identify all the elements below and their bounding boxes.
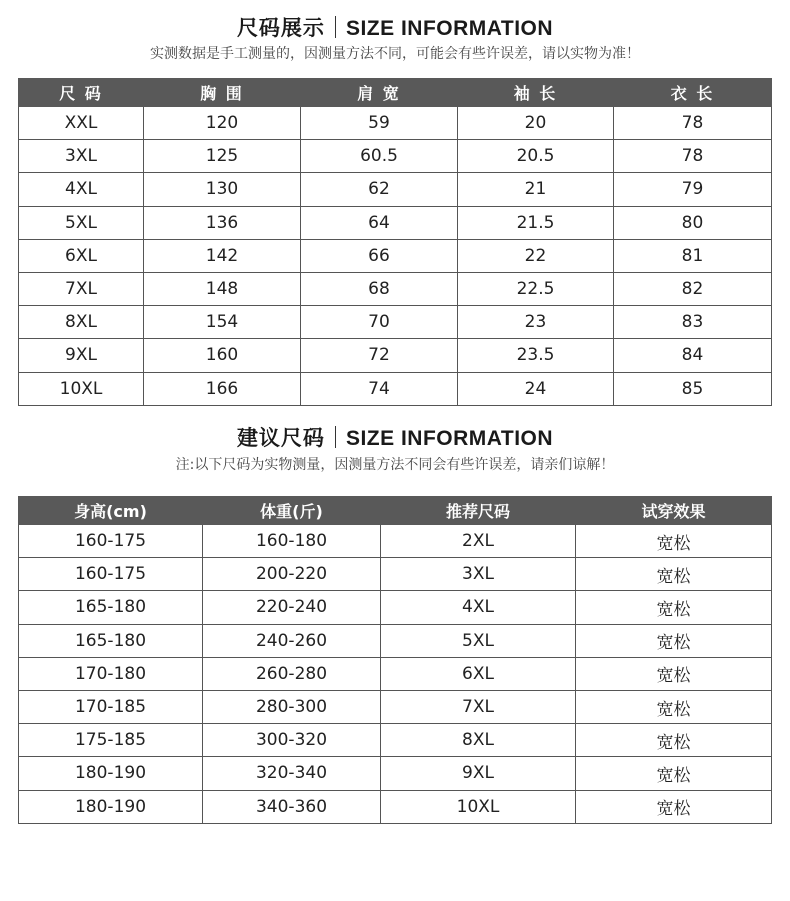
table-cell: 21.5 (458, 206, 614, 239)
table-cell: 240-260 (203, 624, 381, 657)
table-cell: 81 (614, 239, 772, 272)
table-row (19, 690, 772, 723)
table-cell: 8XL (381, 724, 576, 757)
section1-subtitle: 实测数据是手工测量的，因测量方法不同，可能会有些许误差，请以实物为准！ (150, 46, 640, 62)
table-cell: 宽松 (576, 790, 772, 823)
table-cell: 72 (301, 339, 458, 372)
table-cell: 83 (614, 306, 772, 339)
table-cell: 宽松 (576, 724, 772, 757)
size-recommendation-table (18, 496, 772, 824)
table-cell: 宽松 (576, 591, 772, 624)
table-cell: 3XL (19, 140, 144, 173)
table-cell: 166 (144, 372, 301, 405)
table-cell: 142 (144, 239, 301, 272)
table-row (19, 591, 772, 624)
table-cell: 84 (614, 339, 772, 372)
table-row (19, 107, 772, 140)
header-recommended-size: 推荐尺码 (381, 497, 576, 525)
table-cell: 220-240 (203, 591, 381, 624)
table-cell: 175-185 (19, 724, 203, 757)
table-cell: 78 (614, 140, 772, 173)
header-sleeve: 袖 长 (458, 79, 614, 107)
size-chart-table (18, 78, 772, 406)
section1-title-cn: 尺码展示 (236, 16, 325, 40)
table-cell: 7XL (381, 690, 576, 723)
table-cell: 85 (614, 372, 772, 405)
table-cell: 300-320 (203, 724, 381, 757)
table-cell: 160-175 (19, 525, 203, 558)
section2-title (0, 425, 790, 452)
table-cell: 64 (301, 206, 458, 239)
title-divider (335, 426, 336, 448)
table-cell: 160-175 (19, 558, 203, 591)
header-chest: 胸 围 (144, 79, 301, 107)
table-cell: 280-300 (203, 690, 381, 723)
table-cell: 24 (458, 372, 614, 405)
table-row (19, 525, 772, 558)
title-divider (335, 16, 336, 38)
header-length: 衣 长 (614, 79, 772, 107)
table-cell: 160-180 (203, 525, 381, 558)
table-cell: 170-180 (19, 657, 203, 690)
table-cell: 170-185 (19, 690, 203, 723)
table-row (19, 140, 772, 173)
table-cell: 62 (301, 173, 458, 206)
table-cell: 66 (301, 239, 458, 272)
section1-title (0, 15, 790, 42)
table-cell: 340-360 (203, 790, 381, 823)
table-cell: 130 (144, 173, 301, 206)
header-size: 尺 码 (19, 79, 144, 107)
table-cell: 宽松 (576, 690, 772, 723)
table-row (19, 624, 772, 657)
table-cell: 160 (144, 339, 301, 372)
table-cell: 22.5 (458, 272, 614, 305)
table-row (19, 757, 772, 790)
table-row (19, 372, 772, 405)
table-cell: 宽松 (576, 757, 772, 790)
table-cell: 165-180 (19, 624, 203, 657)
table-cell: 20 (458, 107, 614, 140)
table-row (19, 272, 772, 305)
table-row (19, 306, 772, 339)
table-cell: 79 (614, 173, 772, 206)
table-cell: 4XL (19, 173, 144, 206)
header-shoulder: 肩 宽 (301, 79, 458, 107)
table-cell: 80 (614, 206, 772, 239)
table-row (19, 173, 772, 206)
section1-title-en: SIZE INFORMATION (345, 17, 554, 40)
table-cell: 5XL (381, 624, 576, 657)
table-cell: 宽松 (576, 657, 772, 690)
table-cell: 74 (301, 372, 458, 405)
table-row (19, 790, 772, 823)
table-cell: 2XL (381, 525, 576, 558)
table-cell: 10XL (381, 790, 576, 823)
table-cell: 宽松 (576, 558, 772, 591)
section2-title-cn: 建议尺码 (236, 426, 325, 450)
table-cell: 154 (144, 306, 301, 339)
table-cell: 148 (144, 272, 301, 305)
table-cell: 21 (458, 173, 614, 206)
table-cell: 23.5 (458, 339, 614, 372)
section2-subtitle: 注:以下尺码为实物测量，因测量方法不同会有些许误差，请亲们谅解！ (175, 457, 615, 473)
table-cell: 200-220 (203, 558, 381, 591)
table-cell: 10XL (19, 372, 144, 405)
table-cell: 180-190 (19, 790, 203, 823)
table-cell: 宽松 (576, 624, 772, 657)
section2-title-en: SIZE INFORMATION (345, 427, 554, 450)
table-row (19, 558, 772, 591)
table-row (19, 339, 772, 372)
table-cell: 78 (614, 107, 772, 140)
table-row (19, 657, 772, 690)
table-cell: 20.5 (458, 140, 614, 173)
table-cell: 320-340 (203, 757, 381, 790)
table-cell: 23 (458, 306, 614, 339)
header-weight: 体重(斤) (203, 497, 381, 525)
table-row (19, 206, 772, 239)
table-cell: 4XL (381, 591, 576, 624)
table-cell: 165-180 (19, 591, 203, 624)
table-cell: 9XL (19, 339, 144, 372)
table-cell: 3XL (381, 558, 576, 591)
table-cell: 5XL (19, 206, 144, 239)
table-cell: 6XL (19, 239, 144, 272)
table-cell: 60.5 (301, 140, 458, 173)
table-cell: 70 (301, 306, 458, 339)
table-cell: 8XL (19, 306, 144, 339)
table-row (19, 239, 772, 272)
table-header-row (19, 497, 772, 525)
table-cell: 180-190 (19, 757, 203, 790)
header-height: 身高(cm) (19, 497, 203, 525)
table-cell: 136 (144, 206, 301, 239)
table-cell: 22 (458, 239, 614, 272)
table-cell: 宽松 (576, 525, 772, 558)
table-cell: 260-280 (203, 657, 381, 690)
table-cell: 82 (614, 272, 772, 305)
header-fit: 试穿效果 (576, 497, 772, 525)
table-header-row (19, 79, 772, 107)
table-cell: 7XL (19, 272, 144, 305)
table-row (19, 724, 772, 757)
table-cell: 120 (144, 107, 301, 140)
table-cell: 6XL (381, 657, 576, 690)
table-cell: 125 (144, 140, 301, 173)
table-cell: XXL (19, 107, 144, 140)
table-cell: 68 (301, 272, 458, 305)
table-cell: 9XL (381, 757, 576, 790)
table-cell: 59 (301, 107, 458, 140)
